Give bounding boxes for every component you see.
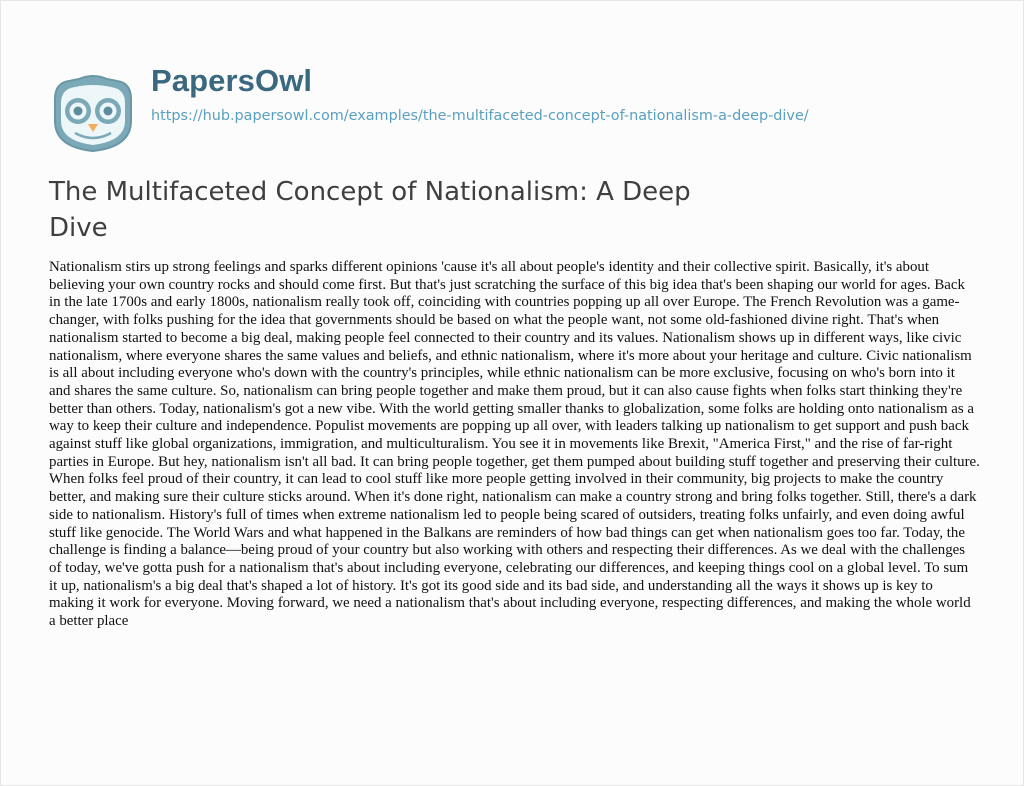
brand-name[interactable]: PapersOwl xyxy=(151,63,313,98)
header xyxy=(45,51,985,141)
owl-logo-icon xyxy=(45,69,141,165)
page-url[interactable]: https://hub.papersowl.com/examples/the-multifaceted-concept-of-nationalism-a-deep-dive/ xyxy=(151,108,809,124)
document-title: The Multifaceted Concept of Nationalism: A Deep Dive xyxy=(49,177,691,243)
document-body: Nationalism stirs up strong feelings and sparks different opinions 'cause it's all about people's identity and their collective spirit. Basically, it's about believing your own country rocks and should come first. But that's just scratching the surface of this big idea that's been shaping our world for ages. Back in the late 1700s and early 1800s, nationalism really took off, coinciding with countries popping up all over Europe. The French Revolution was a game-changer, with folks pushing for the idea that governments should be based on what the people want, not some old-fashioned divine right. That's when nationalism started to become a big deal, making people feel connected to their country and its values. Nationalism shows up in different ways, like civic nationalism, where everyone shares the same values and beliefs, and ethnic nationalism, where it's more about your heritage and culture. Civic nationalism is all about including everyone who's down with the country's principles, while ethnic nationalism can be more exclusive, focusing on who's born into it and shares the same culture. So, nationalism can bring people together and make them proud, but it can also cause fights when folks start thinking they're better than others. Today, nationalism's got a new vibe. With the world getting smaller thanks to globalization, some folks are holding onto nationalism as a way to keep their culture and independence. Populist movements are popping up all over, with leaders talking up nationalism to get support and push back against stuff like global organizations, immigration, and multiculturalism. You see it in movements like Brexit, "America First," and the rise of far-right parties in Europe. But hey, nationalism isn't all bad. It can bring people together, get them pumped about building stuff together and preserving their culture. When folks feel proud of their country, it can lead to cool stuff like more people getting involved in their community, big projects to make the country better, and making sure their culture sticks around. When it's done right, nationalism can make a country strong and bring folks together. Still, there's a dark side to nationalism. History's full of times when extreme nationalism led to people being scared of outsiders, treating folks unfairly, and even doing awful stuff like genocide. The World Wars and what happened in the Balkans are reminders of how bad things can get when nationalism goes too far. Today, the challenge is finding a balance—being proud of your country but also working with others and respecting their differences. As we deal with the challenges of today, we've gotta push for a nationalism that's about including everyone, celebrating our differences, and keeping things cool on a global level. To sum it up, nationalism's a big deal that's shaped a lot of history. It's got its good side and its bad side, and understanding all the ways it shows up is key to making it work for everyone. Moving forward, we need a nationalism that's about including everyone, respecting differences, and making the whole world a better place xyxy=(49,259,980,630)
